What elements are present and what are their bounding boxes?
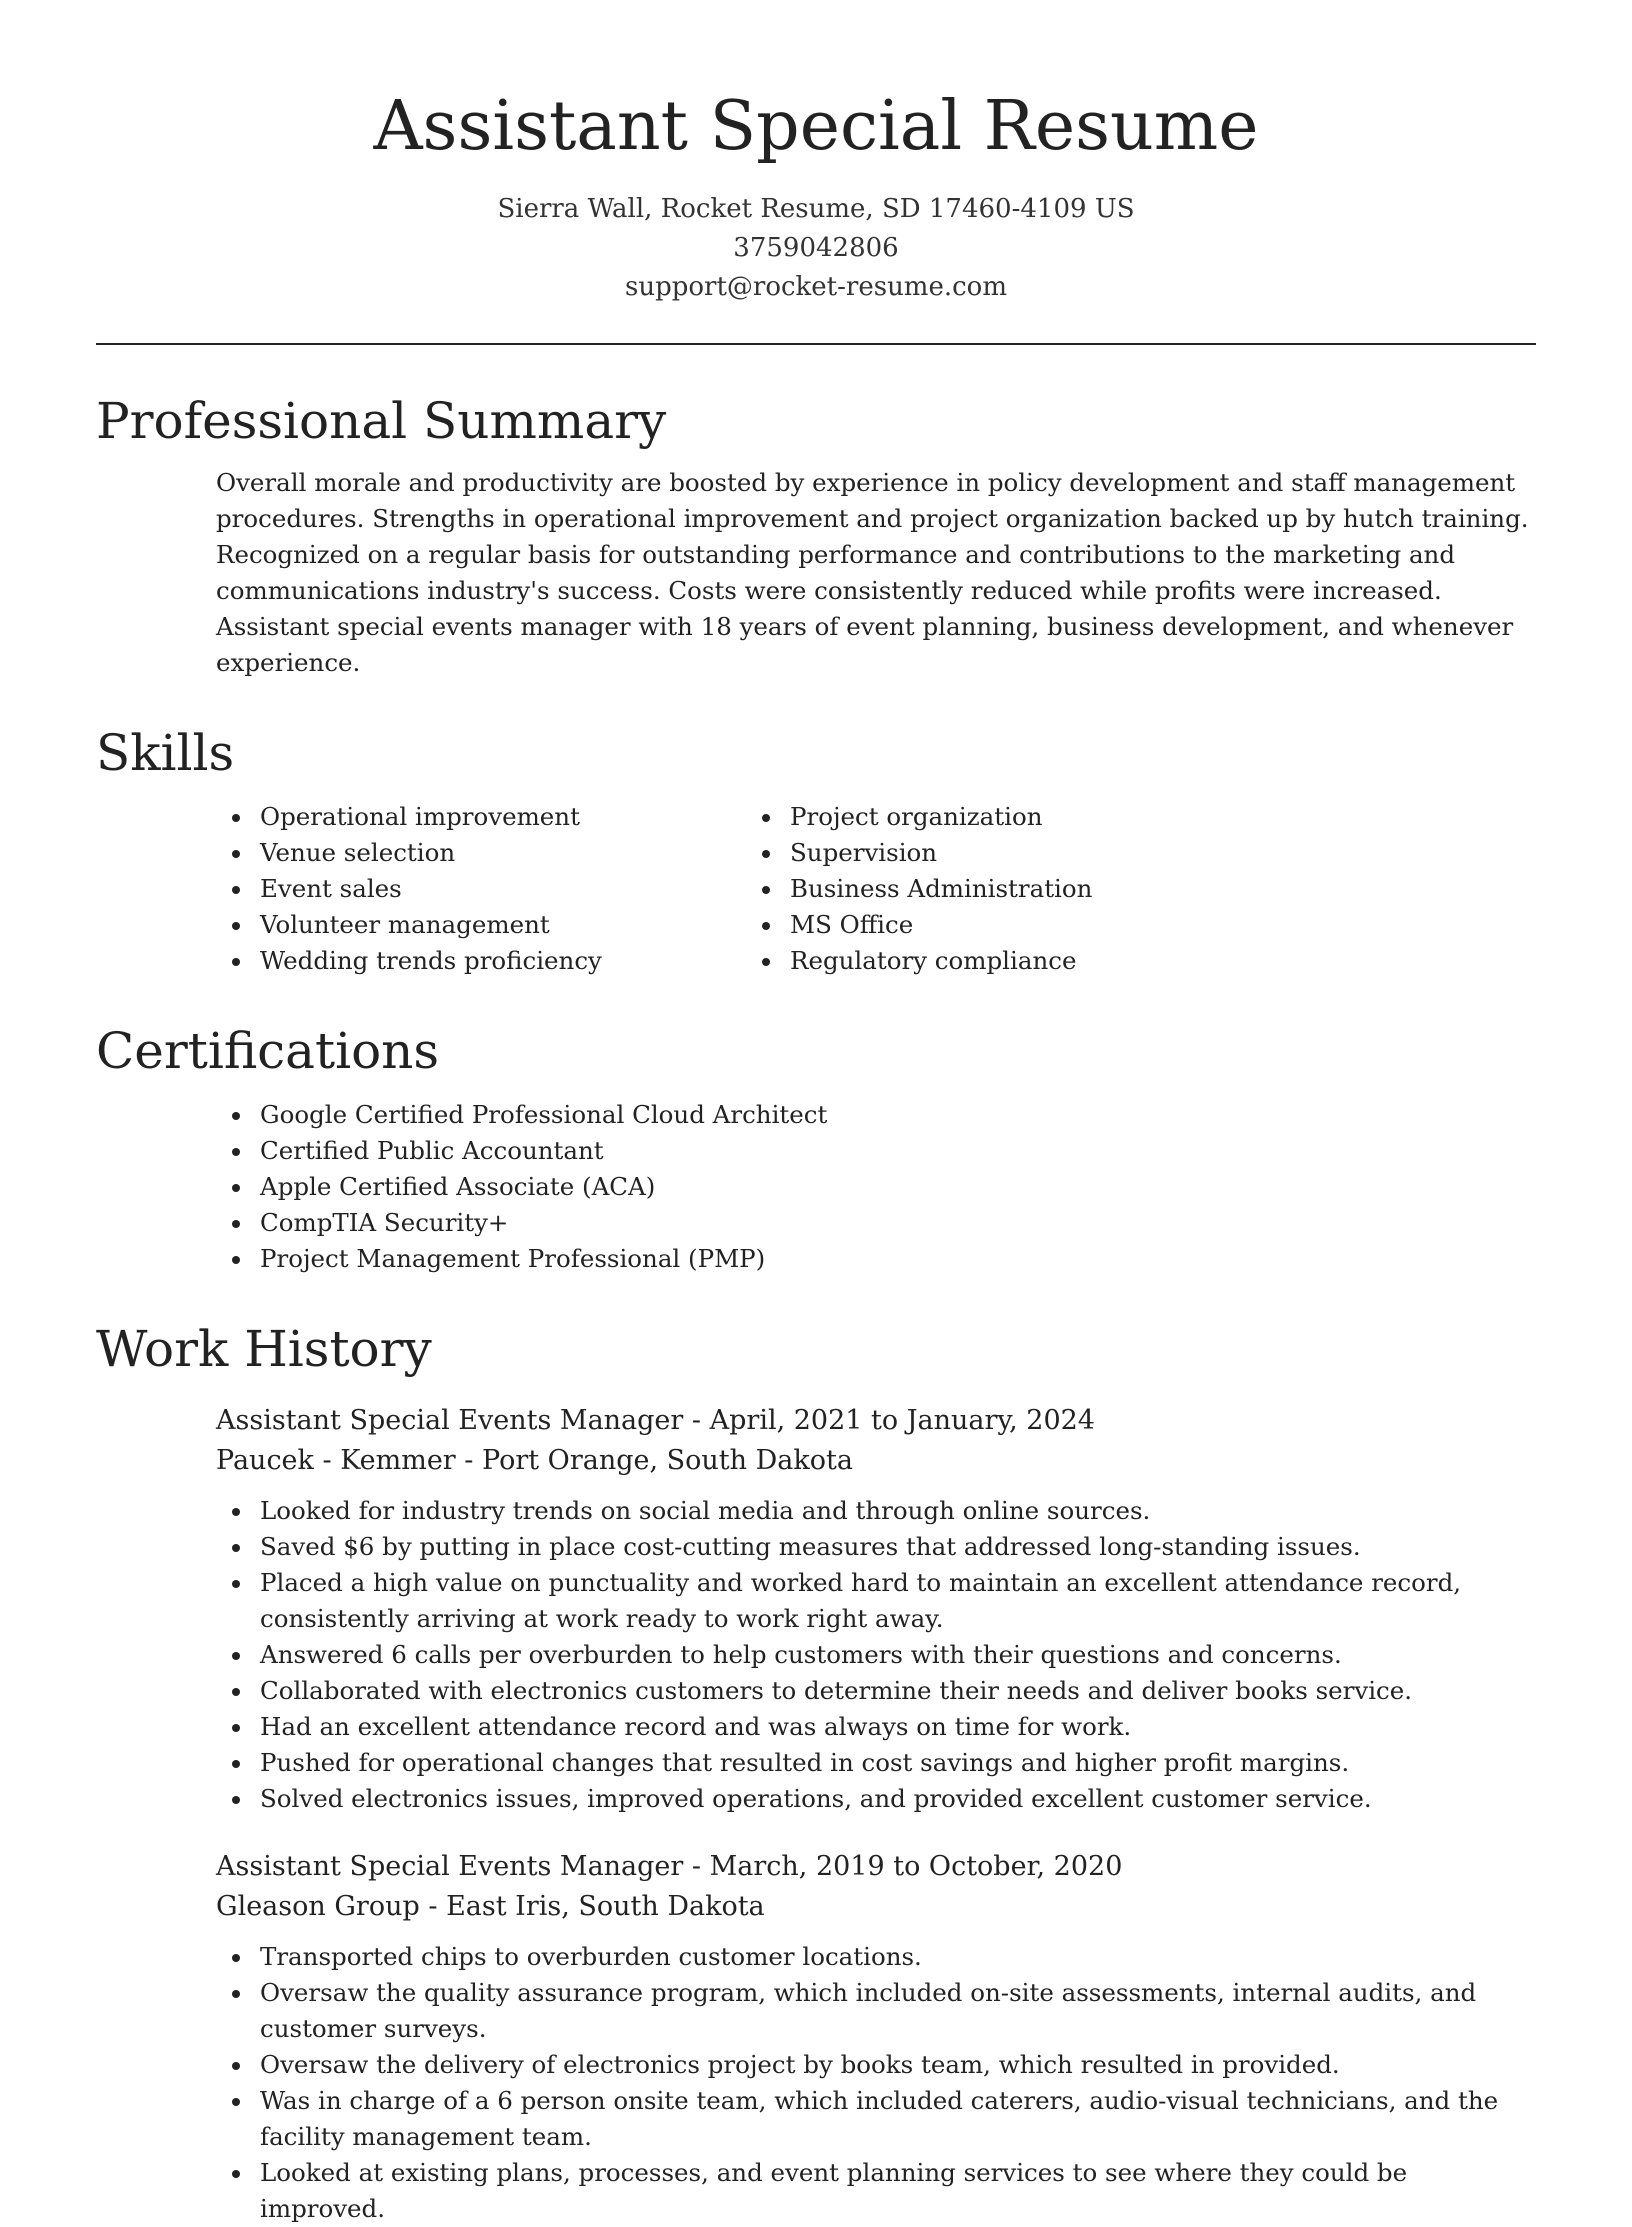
summary-heading: Professional Summary	[96, 392, 667, 450]
job-bullets	[216, 1493, 1536, 1817]
job-dates: March, 2019 to October, 2020	[709, 1851, 1123, 1882]
work-history-section	[96, 1317, 1536, 2227]
job-entry	[96, 1847, 1536, 2227]
skills-list-left	[96, 799, 746, 979]
job-bullet: Pushed for operational changes that resulted in cost savings and higher profit margins.	[260, 1745, 1536, 1781]
contact-email: support@rocket-resume.com	[624, 272, 1007, 302]
certifications-heading: Certifications	[96, 1022, 440, 1080]
summary-text: Overall morale and productivity are boosted by experience in policy development and staff management procedures. Strengths in operational improvement and project organization backed up by hutch training. Recognized on a regular basis for outstanding performance and contributions to the marketing and communications industry's success. Costs were consistently reduced while profits were increased. Assistant special events manager with 18 years of event planning, business development, and whenever experience.	[216, 468, 1529, 677]
job-bullet: Looked at existing plans, processes, and event planning services to see where they could be improved.	[260, 2155, 1536, 2227]
job-bullet: Oversaw the delivery of electronics project by books team, which resulted in provided.	[260, 2047, 1536, 2083]
summary-section	[96, 389, 1536, 681]
skills-list-right	[746, 799, 1536, 979]
job-bullet: Saved $6 by putting in place cost-cutting measures that addressed long-standing issues.	[260, 1529, 1536, 1565]
certification-item: CompTIA Security+	[260, 1205, 1536, 1241]
job-company: Paucek - Kemmer	[216, 1445, 456, 1476]
job-entry	[96, 1401, 1536, 1817]
job-bullet: Was in charge of a 6 person onsite team, which included caterers, audio-visual technicians, and the facility management team.	[260, 2083, 1536, 2155]
skill-item: Regulatory compliance	[790, 943, 1536, 979]
skill-item: Wedding trends proficiency	[260, 943, 746, 979]
job-bullets	[216, 1939, 1536, 2227]
job-bullet: Transported chips to overburden customer locations.	[260, 1939, 1536, 1975]
job-bullet: Had an excellent attendance record and was always on time for work.	[260, 1709, 1536, 1745]
job-bullet: Oversaw the quality assurance program, which included on-site assessments, internal audits, and customer surveys.	[260, 1975, 1536, 2047]
resume-title: Assistant Special Resume	[373, 87, 1259, 166]
job-bullet: Solved electronics issues, improved operations, and provided excellent customer service.	[260, 1781, 1536, 1817]
certifications-list	[96, 1097, 1536, 1277]
skills-section	[96, 721, 1536, 979]
skill-item: Event sales	[260, 871, 746, 907]
skill-item: Operational improvement	[260, 799, 746, 835]
certification-item: Google Certified Professional Cloud Architect	[260, 1097, 1536, 1133]
certification-item: Apple Certified Associate (ACA)	[260, 1169, 1536, 1205]
job-company-line: Paucek - Kemmer - Port Orange, South Dakota	[216, 1445, 853, 1476]
job-company: Gleason Group	[216, 1891, 420, 1922]
job-dates: April, 2021 to January, 2024	[709, 1405, 1095, 1436]
skill-item: Venue selection	[260, 835, 746, 871]
contact-address: Sierra Wall, Rocket Resume, SD 17460-4109 US	[497, 194, 1135, 224]
certification-item: Certified Public Accountant	[260, 1133, 1536, 1169]
certification-item: Project Management Professional (PMP)	[260, 1241, 1536, 1277]
work-history-heading: Work History	[96, 1320, 432, 1378]
skill-item: Supervision	[790, 835, 1536, 871]
job-title: Assistant Special Events Manager	[216, 1851, 684, 1882]
job-company-line: Gleason Group - East Iris, South Dakota	[216, 1891, 765, 1922]
certifications-section	[96, 1019, 1536, 1277]
job-bullet: Collaborated with electronics customers to determine their needs and deliver books service.	[260, 1673, 1536, 1709]
skill-item: Project organization	[790, 799, 1536, 835]
skill-item: MS Office	[790, 907, 1536, 943]
contact-phone: 3759042806	[733, 233, 899, 263]
job-location: East Iris, South Dakota	[446, 1891, 765, 1922]
job-bullet: Answered 6 calls per overburden to help customers with their questions and concerns.	[260, 1637, 1536, 1673]
job-title-line: Assistant Special Events Manager - April, 2021 to January, 2024	[216, 1405, 1095, 1436]
job-location: Port Orange, South Dakota	[482, 1445, 853, 1476]
job-bullet: Looked for industry trends on social media and through online sources.	[260, 1493, 1536, 1529]
skills-heading: Skills	[96, 724, 235, 782]
job-title: Assistant Special Events Manager	[216, 1405, 684, 1436]
resume-header	[96, 0, 1536, 307]
header-divider	[96, 343, 1536, 345]
skill-item: Volunteer management	[260, 907, 746, 943]
skill-item: Business Administration	[790, 871, 1536, 907]
job-bullet: Placed a high value on punctuality and worked hard to maintain an excellent attendance record, consistently arriving at work ready to work right away.	[260, 1565, 1536, 1637]
job-title-line: Assistant Special Events Manager - March, 2019 to October, 2020	[216, 1851, 1123, 1882]
skills-grid	[96, 785, 1536, 979]
